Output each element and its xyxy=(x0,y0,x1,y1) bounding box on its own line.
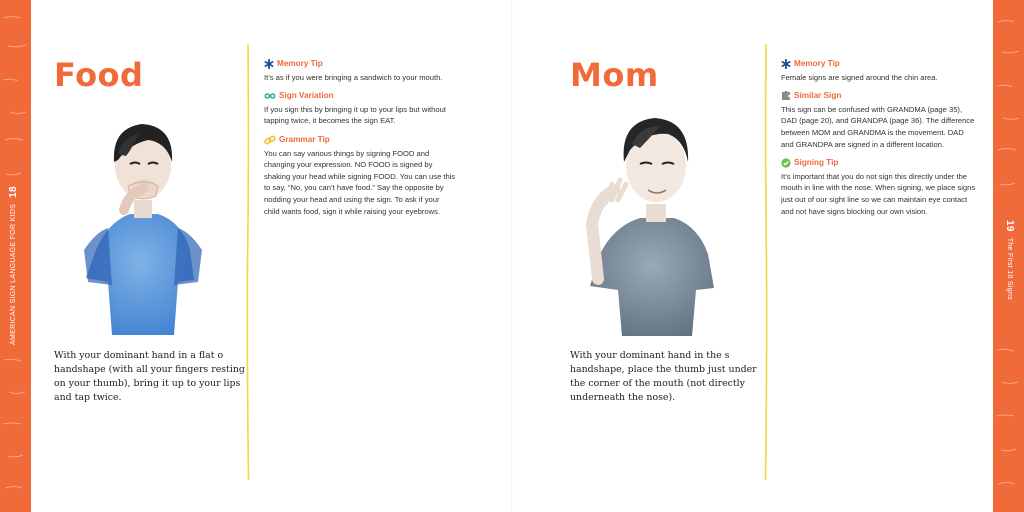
tip-variation xyxy=(264,90,456,127)
tip-title: Memory Tip xyxy=(277,59,323,68)
left-edge-strip xyxy=(0,0,31,512)
page-number: 19 xyxy=(1004,220,1015,232)
tip-title: Signing Tip xyxy=(794,158,839,168)
tip-text: Female signs are signed around the chin area. xyxy=(781,72,938,82)
left-running-head xyxy=(0,186,31,345)
sign-description: With your dominant hand in the s handshape, place the thumb just under the corner of the mouth (not directly underneath the nose). xyxy=(570,350,757,403)
tip-text: You can say various things by signing FOOD and changing your expression. NO FOOD is signed by shaking your head while signing FOOD. You can use this to say, “No, you can’t have food.” Say the opposite by nodding your head and using the sign. To ask if your child wants food, sign it while raising your eyebrows. xyxy=(264,148,456,216)
ribbon-icon xyxy=(264,91,276,101)
tip-text: It’s important that you do not sign this directly under the mouth in line with the nose. When signing, we place signs just out of our sight line so we can maintain eye contact and not have signs blocking our own vision. xyxy=(781,171,976,216)
puzzle-icon xyxy=(781,91,791,101)
tip-text: This sign can be confused with GRANDMA (page 35), DAD (page 20), and GRANDPA (page 36). The difference between MOM and GRANDMA is the movement. DAD and GRANDPA are signed in a different location. xyxy=(781,104,975,149)
sign-description: With your dominant hand in a flat o handshape (with all your fingers resting on your thumb), bring it up to your lips and tap twice. xyxy=(54,350,245,403)
running-head-text: AMERICAN SIGN LANGUAGE FOR KIDS xyxy=(10,203,17,345)
yellow-divider-line xyxy=(764,44,768,480)
page-number: 18 xyxy=(8,186,19,198)
right-edge-strip xyxy=(993,0,1024,512)
child-signing-mom-illustration xyxy=(584,104,724,341)
tip-title: Grammar Tip xyxy=(279,134,330,144)
tip-title: Memory Tip xyxy=(794,59,840,68)
tip-grammar xyxy=(264,134,456,217)
right-tips-column xyxy=(781,58,977,224)
sign-word-title: Mom xyxy=(570,56,659,94)
yellow-divider-line xyxy=(246,44,250,480)
right-running-head xyxy=(993,220,1024,320)
tip-memory xyxy=(781,58,977,83)
tip-title: Sign Variation xyxy=(279,91,334,101)
asterisk-icon xyxy=(781,59,791,69)
chain-link-icon xyxy=(264,135,276,145)
tip-similar xyxy=(781,90,977,150)
tip-signing xyxy=(781,157,977,217)
tip-title: Similar Sign xyxy=(794,91,842,101)
running-head-text: The First 10 Signs xyxy=(1006,237,1013,300)
asterisk-icon xyxy=(264,59,274,69)
tip-text: It’s as if you were bringing a sandwich to your mouth. xyxy=(264,72,443,82)
tip-memory xyxy=(264,58,456,83)
sign-word-title: Food xyxy=(54,56,144,94)
book-gutter xyxy=(511,0,513,512)
tip-text: If you sign this by bringing it up to your lips but without tapping twice, it becomes the sign EAT. xyxy=(264,104,446,126)
checkmark-icon xyxy=(781,158,791,168)
child-signing-food-illustration xyxy=(78,110,208,340)
left-tips-column xyxy=(264,58,456,224)
